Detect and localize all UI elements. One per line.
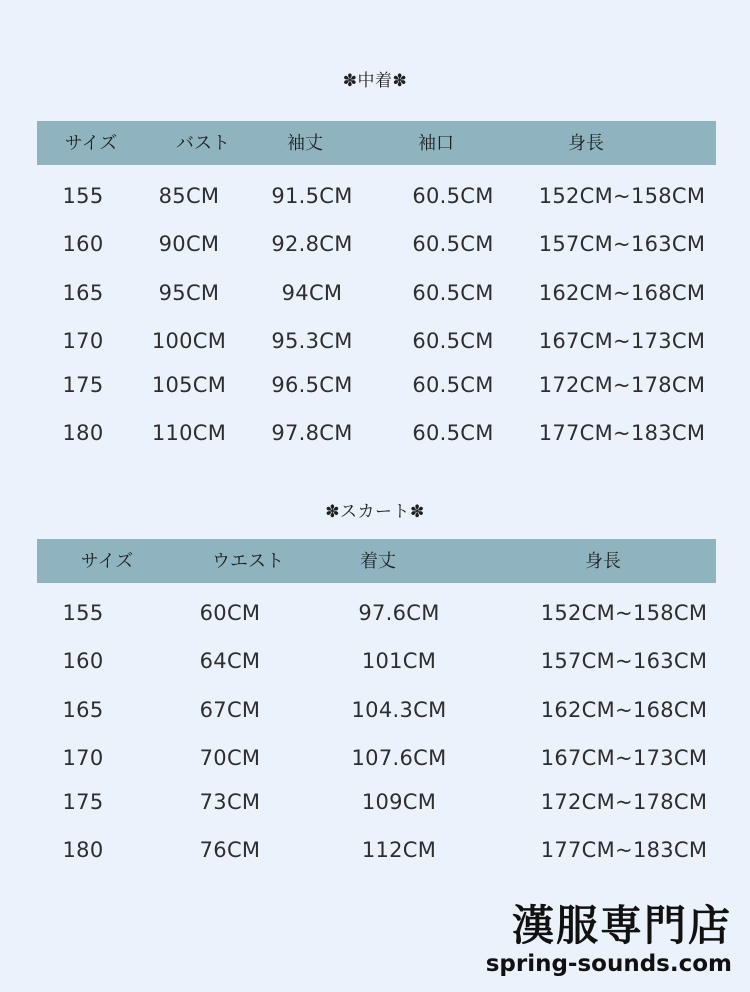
skirt-cell-height: 177CM~183CM xyxy=(540,838,708,862)
top-header-size: サイズ xyxy=(64,133,118,154)
skirt-cell-size: 180 xyxy=(62,838,104,862)
top-cell-height: 177CM~183CM xyxy=(538,421,706,445)
top-cell-size: 160 xyxy=(62,232,104,256)
table-row xyxy=(0,748,750,772)
top-cell-bust: 90CM xyxy=(158,232,220,256)
skirt-cell-length: 112CM xyxy=(361,838,437,862)
top-cell-bust: 105CM xyxy=(151,373,227,397)
skirt-cell-waist: 67CM xyxy=(199,698,261,722)
table-row xyxy=(0,603,750,627)
top-header-sleeve-length: 袖丈 xyxy=(287,133,323,154)
top-header-bust: バスト xyxy=(176,133,230,154)
skirt-table-header xyxy=(37,539,716,583)
top-cell-height: 167CM~173CM xyxy=(538,329,706,353)
skirt-cell-size: 175 xyxy=(62,790,104,814)
top-cell-height: 162CM~168CM xyxy=(538,281,706,305)
top-cell-size: 165 xyxy=(62,281,104,305)
top-cell-height: 157CM~163CM xyxy=(538,232,706,256)
top-cell-size: 180 xyxy=(62,421,104,445)
shop-url: spring-sounds.com xyxy=(485,951,732,977)
skirt-cell-waist: 70CM xyxy=(199,746,261,770)
top-cell-bust: 110CM xyxy=(151,421,227,445)
skirt-cell-length: 109CM xyxy=(361,790,437,814)
shop-name: 漢服専門店 xyxy=(511,901,732,950)
table-row xyxy=(0,331,750,355)
top-cell-cuff: 60.5CM xyxy=(412,281,494,305)
skirt-cell-height: 172CM~178CM xyxy=(540,790,708,814)
top-cell-size: 175 xyxy=(62,373,104,397)
table-row xyxy=(0,234,750,258)
skirt-cell-length: 97.6CM xyxy=(358,601,440,625)
skirt-cell-size: 165 xyxy=(62,698,104,722)
skirt-cell-waist: 60CM xyxy=(199,601,261,625)
shop-watermark xyxy=(485,901,732,977)
skirt-header-size: サイズ xyxy=(80,551,134,572)
skirt-cell-size: 160 xyxy=(62,649,104,673)
top-cell-sleeve-length: 97.8CM xyxy=(271,421,353,445)
skirt-section-title: ✽スカート✽ xyxy=(325,502,425,522)
top-cell-cuff: 60.5CM xyxy=(412,421,494,445)
skirt-cell-height: 152CM~158CM xyxy=(540,601,708,625)
top-cell-height: 152CM~158CM xyxy=(538,184,706,208)
table-row xyxy=(0,840,750,864)
top-cell-cuff: 60.5CM xyxy=(412,184,494,208)
skirt-cell-size: 155 xyxy=(62,601,104,625)
skirt-header-waist: ウエスト xyxy=(212,551,284,572)
skirt-cell-length: 104.3CM xyxy=(351,698,447,722)
skirt-cell-length: 101CM xyxy=(361,649,437,673)
skirt-cell-waist: 64CM xyxy=(199,649,261,673)
top-cell-cuff: 60.5CM xyxy=(412,329,494,353)
top-cell-bust: 95CM xyxy=(158,281,220,305)
table-row xyxy=(0,792,750,816)
skirt-cell-waist: 73CM xyxy=(199,790,261,814)
top-cell-sleeve-length: 96.5CM xyxy=(271,373,353,397)
top-cell-bust: 100CM xyxy=(151,329,227,353)
table-row xyxy=(0,186,750,210)
skirt-header-length: 着丈 xyxy=(360,551,396,572)
top-section-title: ✽中着✽ xyxy=(342,71,408,91)
skirt-cell-height: 157CM~163CM xyxy=(540,649,708,673)
table-row xyxy=(0,423,750,447)
skirt-cell-waist: 76CM xyxy=(199,838,261,862)
top-cell-sleeve-length: 92.8CM xyxy=(271,232,353,256)
skirt-header-height: 身長 xyxy=(585,551,621,572)
top-cell-cuff: 60.5CM xyxy=(412,232,494,256)
table-row xyxy=(0,651,750,675)
table-row xyxy=(0,700,750,724)
top-cell-sleeve-length: 94CM xyxy=(281,281,343,305)
skirt-cell-height: 167CM~173CM xyxy=(540,746,708,770)
top-header-height: 身長 xyxy=(568,133,604,154)
top-cell-cuff: 60.5CM xyxy=(412,373,494,397)
skirt-cell-height: 162CM~168CM xyxy=(540,698,708,722)
top-cell-sleeve-length: 95.3CM xyxy=(271,329,353,353)
top-cell-size: 170 xyxy=(62,329,104,353)
top-cell-bust: 85CM xyxy=(158,184,220,208)
top-cell-height: 172CM~178CM xyxy=(538,373,706,397)
skirt-cell-size: 170 xyxy=(62,746,104,770)
skirt-cell-length: 107.6CM xyxy=(351,746,447,770)
top-table-header xyxy=(37,121,716,165)
top-cell-sleeve-length: 91.5CM xyxy=(271,184,353,208)
top-header-cuff: 袖口 xyxy=(418,133,454,154)
top-cell-size: 155 xyxy=(62,184,104,208)
table-row xyxy=(0,283,750,307)
table-row xyxy=(0,375,750,399)
